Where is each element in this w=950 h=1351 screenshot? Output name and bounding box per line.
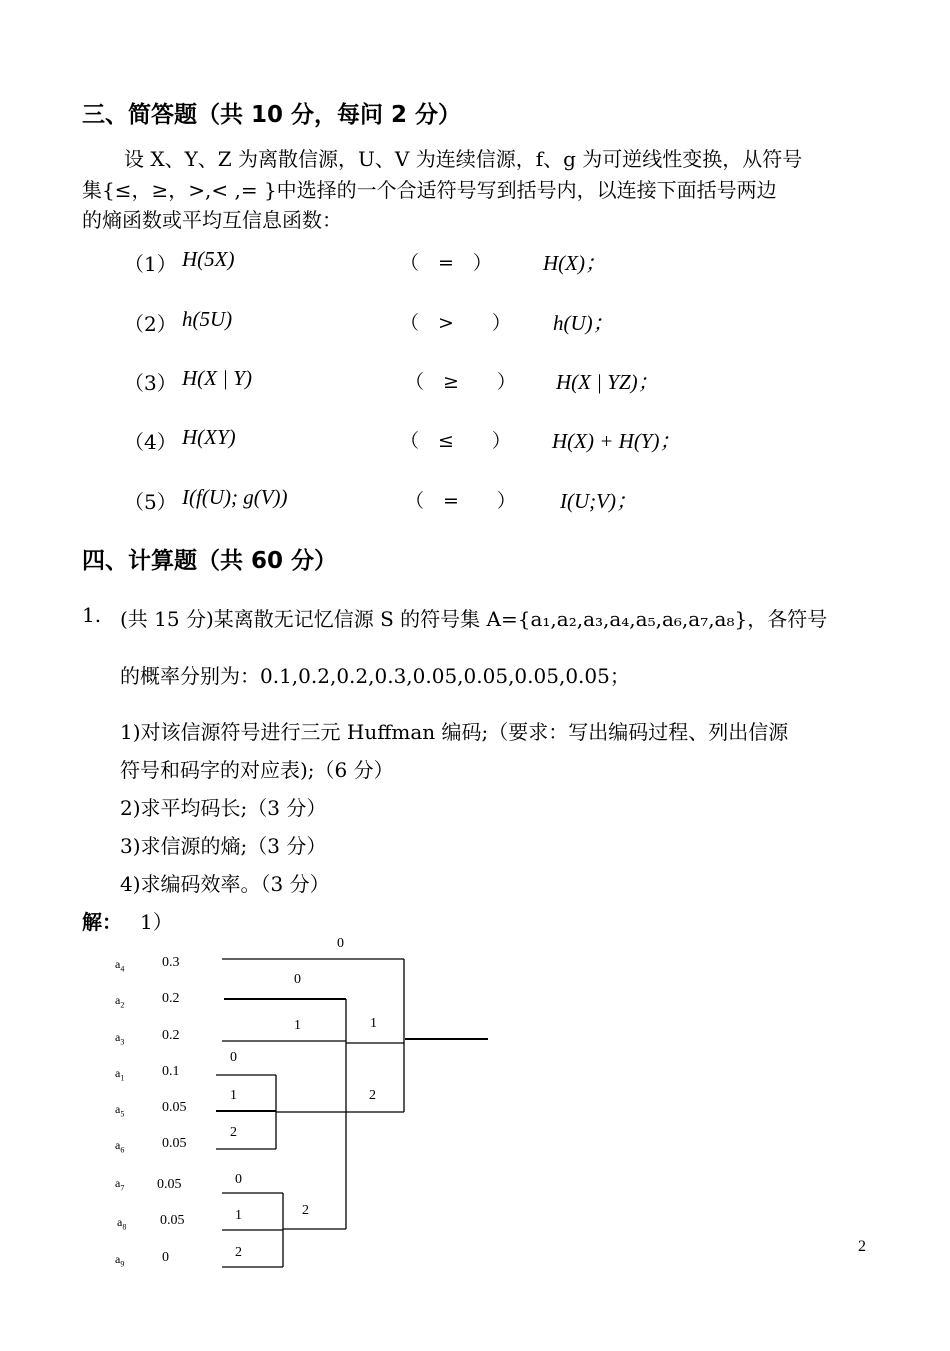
q1-sub1-line1: 1)对该信源符号进行三元 Huffman 编码;（要求：写出编码过程、列出信源 (120, 720, 789, 744)
prob-a6: 0.05 (162, 1136, 187, 1151)
prob-a3: 0.2 (162, 1028, 180, 1043)
prob-a2: 0.2 (162, 991, 180, 1006)
item4-left: H(XY) (182, 425, 236, 449)
item3-left: H(X | Y) (182, 366, 252, 390)
item4-right: H(X) + H(Y)； (552, 429, 681, 453)
item5-left: I(f(U); g(V)) (182, 485, 288, 509)
q1-sub4: 4)求编码效率。（3 分） (120, 872, 330, 896)
symbol-a4: $a_4$ (115, 957, 125, 974)
prob-a1: 0.1 (162, 1064, 180, 1079)
branch-label-mid-0: 0 (294, 972, 301, 987)
symbol-a8: $a_8$ (117, 1215, 127, 1232)
item5-right: I(U;V)； (560, 489, 637, 513)
prob-a4: 0.3 (162, 955, 180, 970)
branch-label-g1-0: 0 (230, 1050, 237, 1065)
branch-label-right-2: 2 (369, 1088, 376, 1103)
item4-relation: （ ≤ ） (400, 430, 511, 452)
branch-label-right-1: 1 (370, 1016, 377, 1031)
item1-right: H(X)； (543, 251, 606, 275)
q1-number: 1. (82, 603, 102, 627)
branch-label-g2-0: 0 (235, 1172, 242, 1187)
section3-intro-line1: 设 X、Y、Z 为离散信源，U、V 为连续信源，f、g 为可逆线性变换，从符号 (124, 147, 803, 171)
item2-right: h(U)； (553, 311, 614, 335)
solution-part: 1） (140, 910, 173, 934)
section3-intro-line3: 的熵函数或平均互信息函数： (82, 208, 342, 232)
item3-num: （3） (124, 371, 177, 395)
item2-relation: （ > ） (400, 312, 511, 334)
section3-intro-line2: 集{≤，≥，>,< ,= }中选择的一个合适符号写到括号内，以连接下面括号两边 (82, 178, 777, 202)
prob-a9: 0 (162, 1250, 169, 1265)
symbol-a7: $a_7$ (115, 1176, 125, 1193)
section3-title: 三、简答题（共 10 分，每问 2 分） (82, 102, 462, 128)
branch-label-g2-2: 2 (235, 1245, 242, 1260)
branch-label-mid-1: 1 (294, 1018, 301, 1033)
q1-line1: (共 15 分)某离散无记忆信源 S 的符号集 A={a₁,a₂,a₃,a₄,a₅,a₆,a₇,a₈}，各符号 (120, 607, 828, 631)
branch-label-g2-1: 1 (235, 1208, 242, 1223)
branch-label-g1-2: 2 (230, 1125, 237, 1140)
branch-label-g1-1: 1 (230, 1088, 237, 1103)
q1-sub2: 2)求平均码长;（3 分） (120, 796, 327, 820)
item1-relation: （ = ） (400, 252, 492, 274)
prob-a5: 0.05 (162, 1100, 187, 1115)
item4-num: （4） (124, 430, 177, 454)
item1-num: （1） (124, 252, 177, 276)
item5-relation: （ = ） (405, 490, 516, 512)
branch-label-top-0: 0 (337, 936, 344, 951)
solution-label: 解： (82, 910, 122, 934)
item3-relation: （ ≥ ） (405, 371, 516, 393)
item3-right: H(X | YZ)； (556, 370, 659, 394)
symbol-a3: $a_3$ (115, 1030, 125, 1047)
item1-left: H(5X) (182, 247, 235, 271)
symbol-a5: $a_5$ (115, 1102, 125, 1119)
symbol-a1: $a_1$ (115, 1066, 125, 1083)
q1-sub1-line2: 符号和码字的对应表);（6 分） (120, 758, 394, 782)
prob-a7: 0.05 (157, 1177, 182, 1192)
q1-line2: 的概率分别为：0.1,0.2,0.2,0.3,0.05,0.05,0.05,0.05； (120, 664, 630, 688)
symbol-a9: $a_9$ (115, 1252, 125, 1269)
prob-a8: 0.05 (160, 1213, 185, 1228)
item2-num: （2） (124, 312, 177, 336)
page-number: 2 (858, 1238, 866, 1255)
branch-label-g2-out: 2 (302, 1203, 309, 1218)
symbol-a2: $a_2$ (115, 993, 125, 1010)
q1-sub3: 3)求信源的熵;（3 分） (120, 834, 327, 858)
section4-title: 四、计算题（共 60 分） (82, 548, 338, 574)
item5-num: （5） (124, 490, 177, 514)
item2-left: h(5U) (182, 307, 233, 331)
symbol-a6: $a_6$ (115, 1138, 125, 1155)
